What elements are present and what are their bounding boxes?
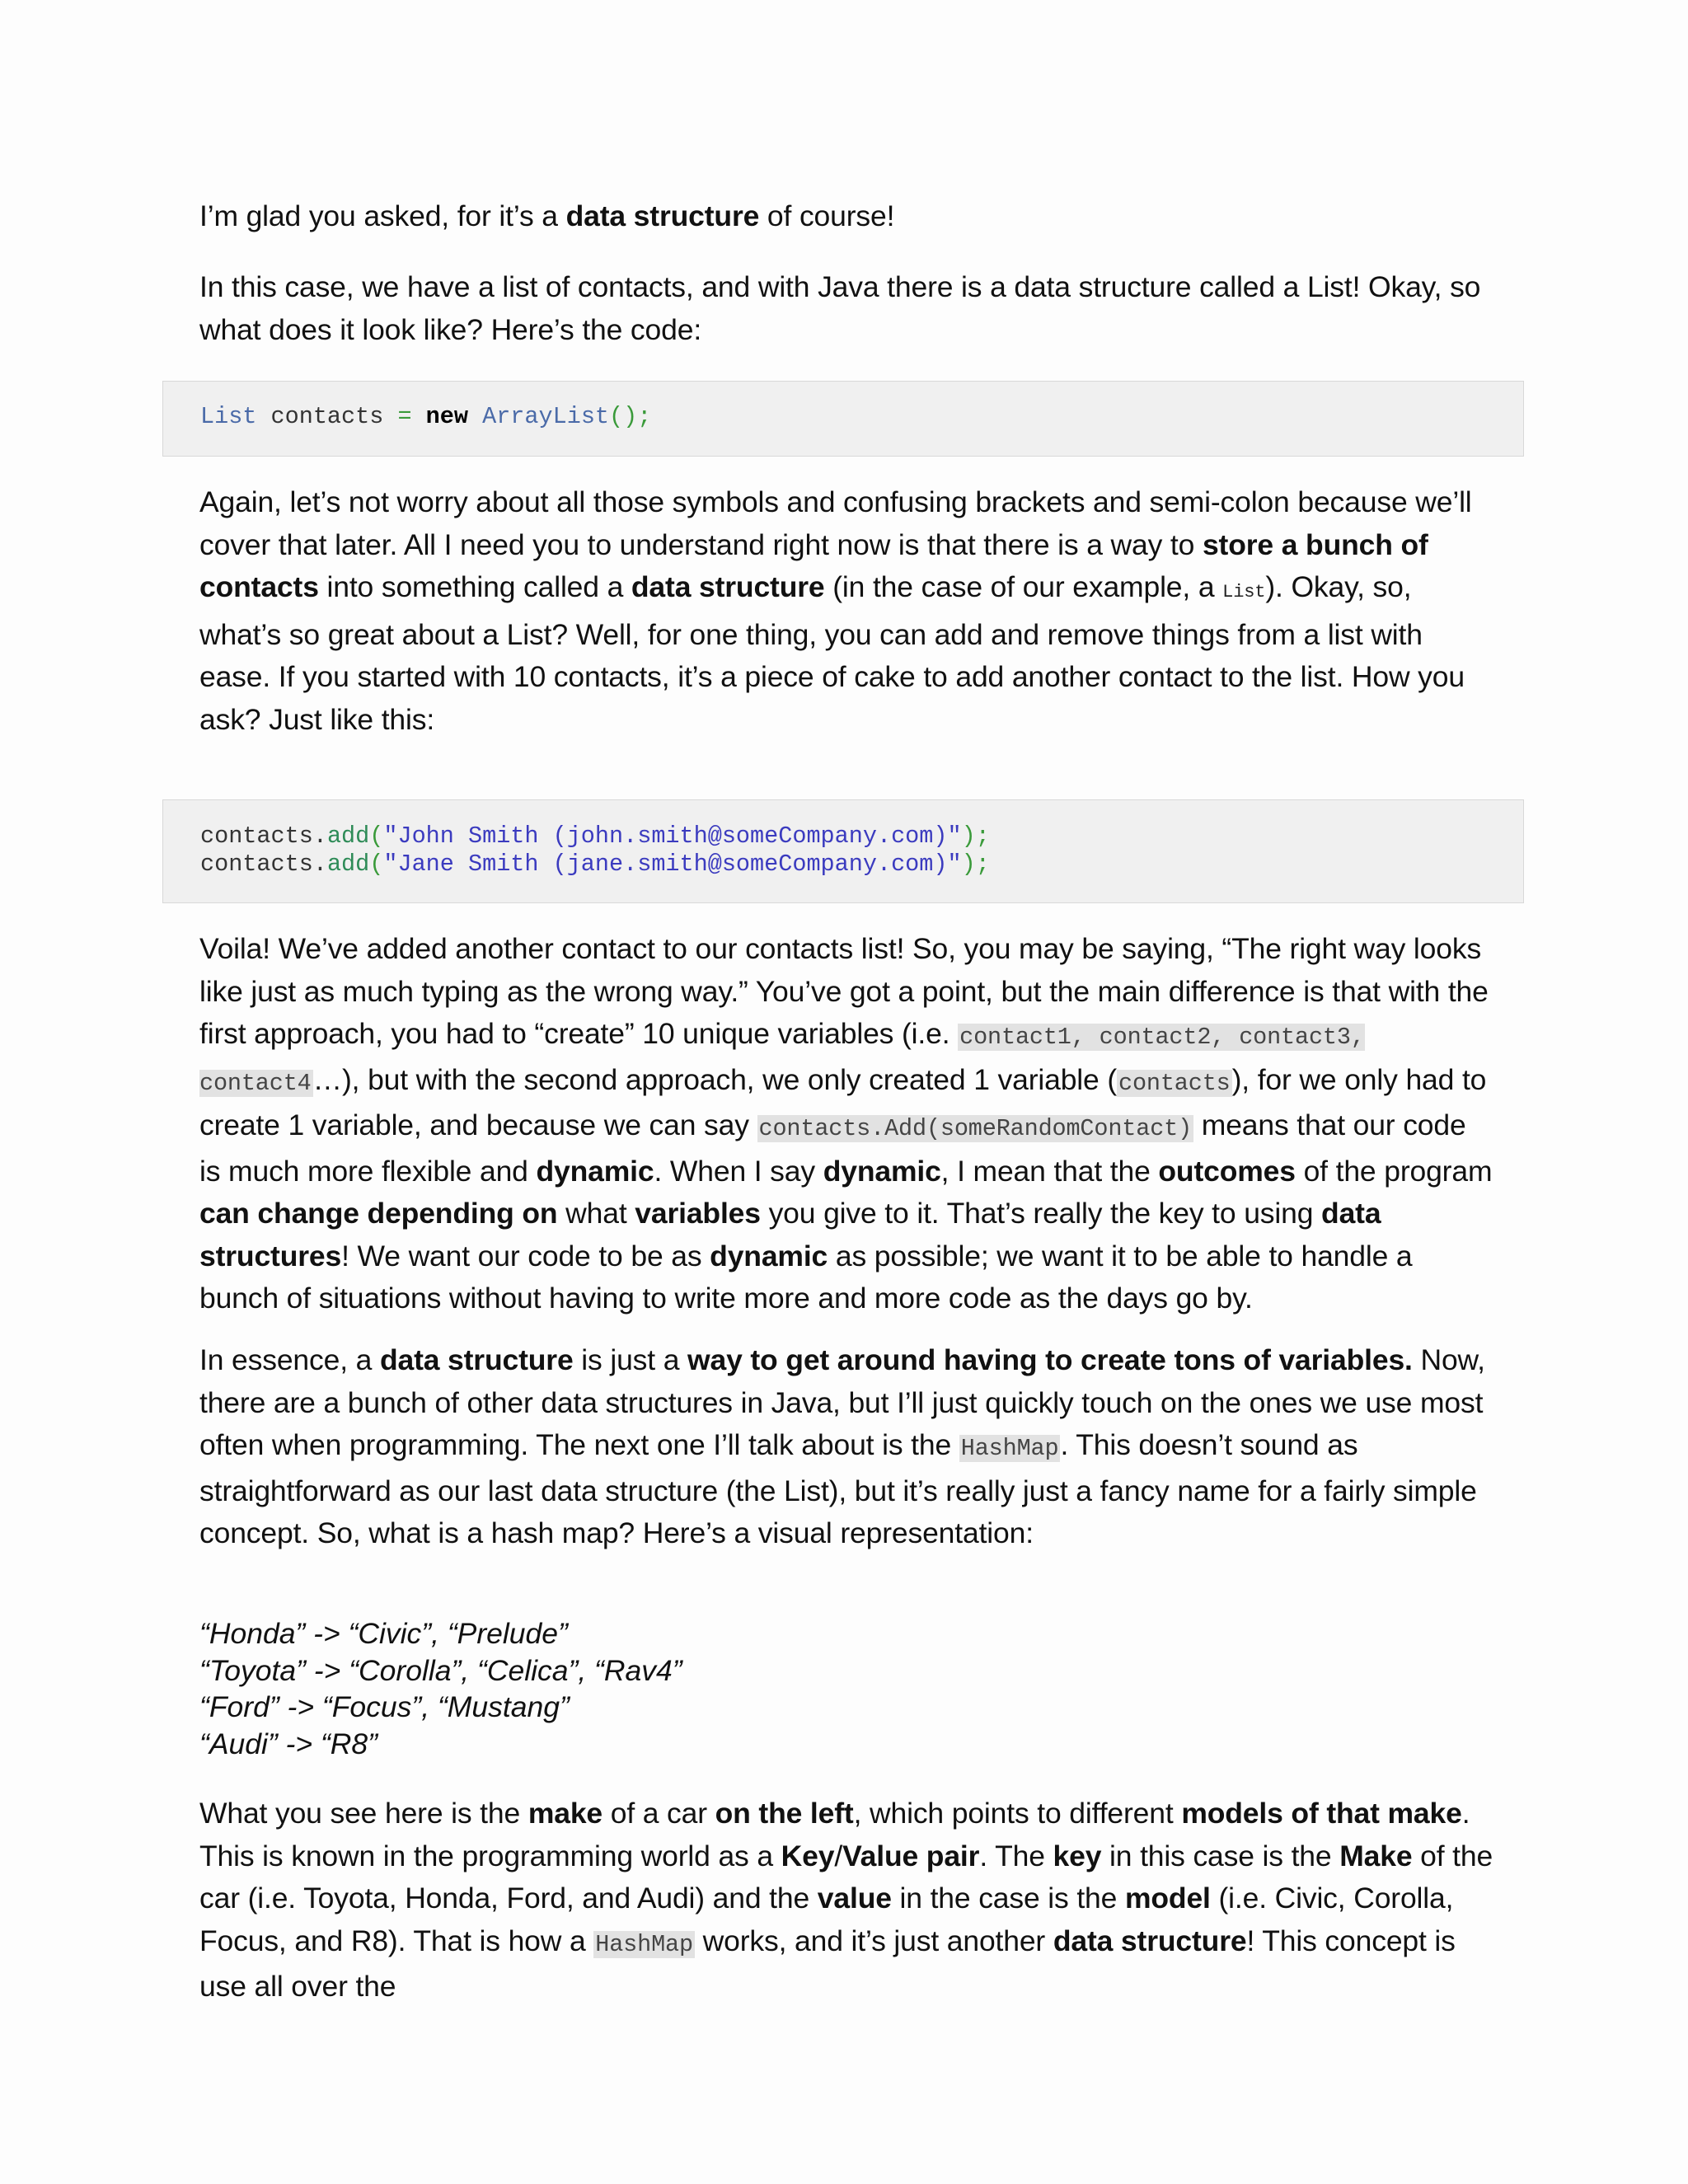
code-block-add-contacts — [162, 799, 1524, 903]
code-quote: " — [383, 851, 398, 878]
code-punctuation: ); — [961, 823, 990, 850]
bold-text: can change depending on — [199, 1197, 558, 1230]
bold-text: data structure — [631, 570, 825, 603]
code-operator: = — [397, 403, 412, 430]
bold-text: Key — [781, 1839, 835, 1872]
bold-text: data structure — [1053, 1924, 1247, 1957]
code-block-list-declaration — [162, 381, 1524, 457]
text: ), for we only had to create 1 variable, and because we can say — [199, 1062, 1487, 1141]
bold-text: make — [528, 1797, 603, 1830]
code-string: John Smith (john.smith@someCompany.com) — [397, 823, 948, 850]
code-keyword: new — [425, 403, 468, 430]
hashmap-line-toyota: “Toyota” -> “Corolla”, “Celica”, “Rav4” — [199, 1653, 682, 1687]
bold-text: outcomes — [1158, 1154, 1296, 1188]
bold-text: data structure — [379, 1343, 574, 1376]
bold-text: way to get around having to create tons of variables. — [687, 1343, 1413, 1376]
text: is just a — [573, 1343, 688, 1376]
text: . The — [979, 1839, 1053, 1872]
text: of a car — [603, 1797, 715, 1830]
text: means that our code is much more flexible and — [199, 1108, 1466, 1188]
bold-text: models of that make — [1181, 1797, 1462, 1830]
code-type: List — [200, 403, 257, 430]
code-punctuation: (); — [609, 403, 652, 430]
code-punctuation: ); — [961, 851, 990, 878]
code-string: Jane Smith (jane.smith@someCompany.com) — [397, 851, 948, 878]
bold-text: dynamic — [823, 1154, 941, 1188]
inline-code-hashmap: HashMap — [595, 1930, 693, 1958]
inline-code-variables: contact1, contact2, contact3, contact4 — [199, 1024, 1365, 1097]
list-intro-paragraph — [199, 266, 1493, 351]
text: I’m glad you asked, for it’s a — [199, 199, 566, 232]
text: . When I say — [654, 1154, 823, 1188]
code-line-2 — [200, 851, 1523, 879]
paragraph-3 — [199, 481, 1493, 741]
code-variable: contacts — [256, 403, 398, 430]
bold-text: key — [1053, 1839, 1102, 1872]
text: , I mean that the — [940, 1154, 1159, 1188]
text: Voila! We’ve added another contact to our contacts list! So, you may be saying, “The right way looks like just as much typing as the wrong way.” You’ve got a point, but the main difference is that with the first approach, you had to “create” 10 unique variables (i.e. — [199, 932, 1489, 1050]
text: ! We want our code to be as — [341, 1239, 710, 1272]
text: of course! — [759, 199, 895, 232]
code-method: add — [326, 823, 370, 850]
text: in the case is the — [891, 1882, 1125, 1915]
text: / — [834, 1839, 843, 1872]
paragraph-4 — [199, 928, 1493, 1320]
text: ). Okay, so, what’s so great about a List? Well, for one thing, you can add and remove things from a list with ease. If you started with 10 contacts, it’s a piece of cake to add another contact to the list. How you ask? Just like this: — [199, 570, 1465, 736]
bold-text: model — [1124, 1882, 1211, 1915]
paragraph-6 — [199, 1793, 1493, 2008]
bold-text: on the left — [715, 1797, 854, 1830]
code-constructor: ArrayList — [482, 403, 610, 430]
text: . This is known in the programming world as a — [199, 1797, 1470, 1872]
bold-text: variables — [635, 1197, 761, 1230]
text: into something called a — [318, 570, 631, 603]
text: (in the case of our example, a — [824, 570, 1223, 603]
text: as possible; we want it to be able to handle a bunch of situations without having to write more and more code as the days go by. — [199, 1239, 1413, 1315]
inline-code-add: contacts.Add(someRandomContact) — [758, 1115, 1193, 1142]
essence-paragraph — [199, 1339, 1493, 1555]
hashmap-line-honda: “Honda” -> “Civic”, “Prelude” — [199, 1617, 568, 1650]
text: Again, let’s not worry about all those symbols and confusing brackets and semi-colon because we’ll cover that later. All I need you to understand right now is that there is a way to — [199, 485, 1472, 561]
paragraph-5 — [199, 1339, 1493, 1555]
text: of the program — [1295, 1154, 1493, 1188]
text: What you see here is the — [199, 1797, 528, 1830]
code-object: contacts. — [200, 851, 327, 878]
inline-code-hashmap: HashMap — [960, 1435, 1059, 1462]
text: (i.e. Civic, Corolla, Focus, and R8). That is how a — [199, 1882, 1454, 1957]
bold-text: Value pair — [842, 1839, 980, 1872]
hashmap-line-ford: “Ford” -> “Focus”, “Mustang” — [199, 1690, 570, 1723]
code-quote: " — [947, 823, 962, 850]
voila-paragraph — [199, 928, 1493, 1320]
bold-text: data structure — [565, 199, 760, 232]
paragraph-2: In this case, we have a list of contacts, and with Java there is a data structure called a List! Okay, so what does it look like? Here’s the code: — [199, 270, 1481, 346]
text: . This doesn’t sound as straightforward as our last data structure (the List), but it’s really just a fancy name for a fairly simple concept. So, what is a hash map? Here’s a visual representation: — [199, 1428, 1477, 1549]
text: what — [557, 1197, 635, 1230]
bold-text: dynamic — [536, 1154, 654, 1188]
text: in this case is the — [1101, 1839, 1340, 1872]
text: Now, there are a bunch of other data structures in Java, but I’ll just quickly touch on the ones we use most often when programming. The next one I’ll talk about is the — [199, 1343, 1485, 1461]
code-quote: " — [383, 823, 398, 850]
text: , which points to different — [853, 1797, 1182, 1830]
code-method: add — [326, 851, 370, 878]
text: In essence, a — [199, 1343, 380, 1376]
code-object: contacts. — [200, 823, 327, 850]
text: ! This concept is use all over the — [199, 1924, 1456, 2003]
hashmap-example — [199, 1615, 1493, 1762]
text: you give to it. That’s really the key to using — [760, 1197, 1322, 1230]
text: of the car (i.e. Toyota, Honda, Ford, and Audi) and the — [199, 1839, 1493, 1915]
text: works, and it’s just another — [694, 1924, 1053, 1957]
code-quote: " — [947, 851, 962, 878]
list-explanation-paragraph — [199, 481, 1493, 741]
hashmap-line-audi: “Audi” -> “R8” — [199, 1727, 377, 1760]
intro-paragraph — [199, 195, 1493, 238]
code-line-1 — [200, 823, 1523, 851]
inline-code-contacts: contacts — [1118, 1069, 1231, 1097]
bold-text: data structures — [199, 1197, 1381, 1272]
paragraph-1 — [199, 195, 1493, 238]
bold-text: Make — [1339, 1839, 1413, 1872]
code-punctuation: ( — [369, 823, 384, 850]
bold-text: value — [817, 1882, 892, 1915]
bold-text: dynamic — [710, 1239, 828, 1272]
bold-text: store a bunch of contacts — [199, 527, 1428, 603]
key-value-paragraph — [199, 1793, 1493, 2008]
text: …), but with the second approach, we only created 1 variable ( — [312, 1062, 1117, 1096]
inline-code-list: List — [1222, 582, 1266, 602]
code-punctuation: ( — [369, 851, 384, 878]
